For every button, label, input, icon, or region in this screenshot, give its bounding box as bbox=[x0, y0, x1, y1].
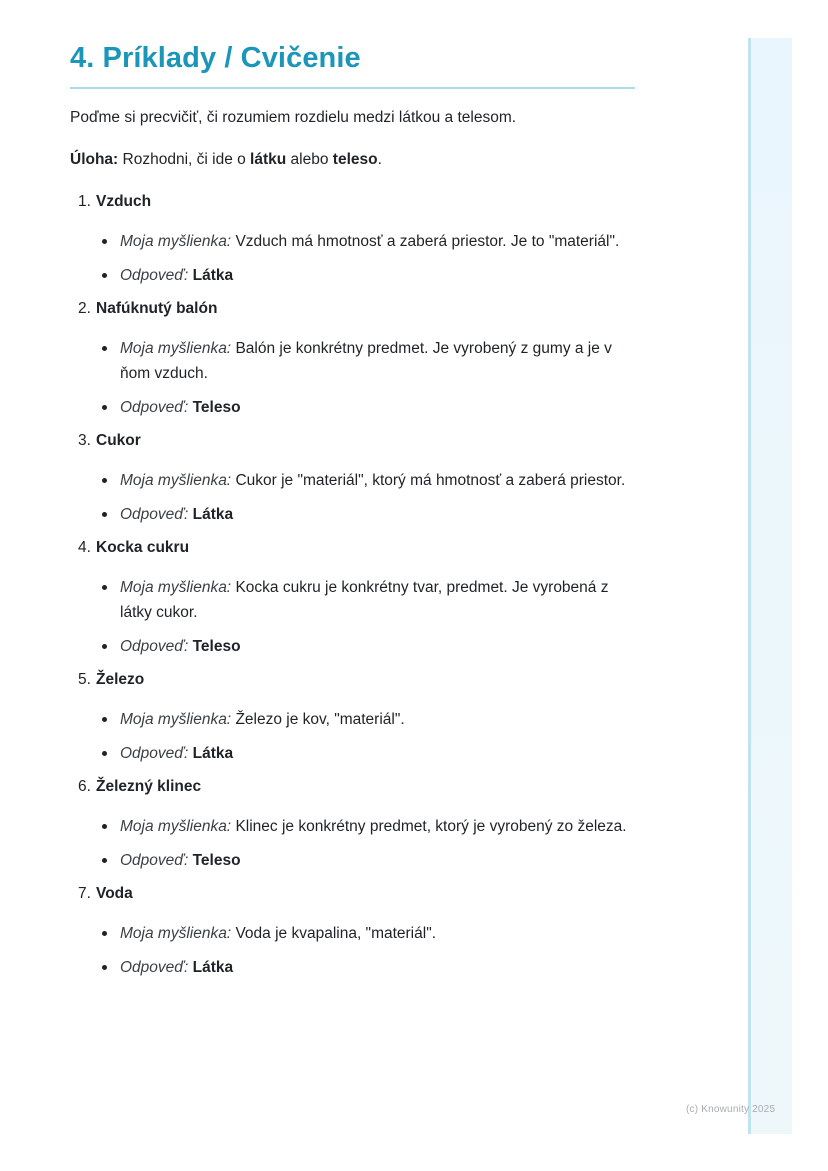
task-text-after: . bbox=[377, 151, 382, 168]
item-name: Nafúknutý balón bbox=[96, 300, 218, 317]
thought-text: Voda je kvapalina, "materiál". bbox=[235, 925, 436, 942]
item-name: Kocka cukru bbox=[96, 539, 190, 556]
item-number: 6. bbox=[78, 778, 91, 795]
thought-label: Moja myšlienka: bbox=[120, 340, 232, 357]
item-number: 4. bbox=[78, 539, 91, 556]
thought-bullet bbox=[100, 468, 635, 493]
thought-text: Balón je konkrétny predmet. Je vyrobený z gumy a je v ňom vzduch. bbox=[120, 340, 612, 382]
item-name: Cukor bbox=[96, 432, 141, 449]
thought-bullet bbox=[100, 336, 635, 386]
task-text-middle: alebo bbox=[286, 151, 333, 168]
intro-text: Poďme si precvičiť, či rozumiem rozdielu medzi látkou a telesom. bbox=[70, 109, 517, 126]
thought-label: Moja myšlienka: bbox=[120, 925, 232, 942]
exercise-list bbox=[70, 191, 635, 980]
item-details bbox=[70, 575, 635, 659]
item-heading bbox=[70, 883, 635, 905]
thought-label: Moja myšlienka: bbox=[120, 233, 232, 250]
list-item bbox=[70, 298, 635, 420]
item-heading bbox=[70, 776, 635, 798]
item-number: 7. bbox=[78, 885, 91, 902]
answer-label: Odpoveď: bbox=[120, 852, 189, 869]
thought-text: Cukor je "materiál", ktorý má hmotnosť a zaberá priestor. bbox=[235, 472, 626, 489]
answer-label: Odpoveď: bbox=[120, 506, 189, 523]
list-item bbox=[70, 669, 635, 766]
item-details bbox=[70, 814, 635, 873]
answer-value: Teleso bbox=[192, 638, 241, 655]
answer-bullet bbox=[100, 263, 635, 288]
item-heading bbox=[70, 537, 635, 559]
answer-label: Odpoveď: bbox=[120, 399, 189, 416]
answer-bullet bbox=[100, 634, 635, 659]
thought-label: Moja myšlienka: bbox=[120, 472, 232, 489]
answer-value: Látka bbox=[192, 267, 234, 284]
item-name: Voda bbox=[96, 885, 133, 902]
item-details bbox=[70, 468, 635, 527]
answer-label: Odpoveď: bbox=[120, 745, 189, 762]
copyright-footer: (c) Knowunity 2025 bbox=[686, 1104, 776, 1115]
thought-text: Vzduch má hmotnosť a zaberá priestor. Je to "materiál". bbox=[235, 233, 620, 250]
answer-value: Teleso bbox=[192, 399, 241, 416]
list-item bbox=[70, 430, 635, 527]
item-heading bbox=[70, 298, 635, 320]
task-term-1: látku bbox=[250, 151, 287, 168]
answer-label: Odpoveď: bbox=[120, 959, 189, 976]
answer-value: Látka bbox=[192, 745, 234, 762]
item-number: 5. bbox=[78, 671, 91, 688]
item-heading bbox=[70, 430, 635, 452]
item-details bbox=[70, 336, 635, 420]
list-item bbox=[70, 776, 635, 873]
thought-bullet bbox=[100, 814, 635, 839]
answer-label: Odpoveď: bbox=[120, 638, 189, 655]
thought-text: Kocka cukru je konkrétny tvar, predmet. Je vyrobená z látky cukor. bbox=[120, 579, 609, 621]
thought-bullet bbox=[100, 229, 635, 254]
content bbox=[70, 38, 635, 990]
thought-label: Moja myšlienka: bbox=[120, 711, 232, 728]
item-details bbox=[70, 707, 635, 766]
item-number: 2. bbox=[78, 300, 91, 317]
answer-bullet bbox=[100, 741, 635, 766]
thought-label: Moja myšlienka: bbox=[120, 818, 232, 835]
answer-bullet bbox=[100, 395, 635, 420]
page-title: 4. Príklady / Cvičenie bbox=[70, 38, 635, 89]
item-name: Železo bbox=[96, 671, 145, 688]
item-details bbox=[70, 921, 635, 980]
list-item bbox=[70, 191, 635, 288]
item-number: 1. bbox=[78, 193, 91, 210]
task-text bbox=[70, 149, 635, 171]
thought-bullet bbox=[100, 921, 635, 946]
thought-bullet bbox=[100, 707, 635, 732]
task-term-2: teleso bbox=[332, 151, 378, 168]
task-text-before: Rozhodni, či ide o bbox=[118, 151, 251, 168]
answer-bullet bbox=[100, 502, 635, 527]
thought-text: Klinec je konkrétny predmet, ktorý je vyrobený zo železa. bbox=[235, 818, 627, 835]
answer-label: Odpoveď: bbox=[120, 267, 189, 284]
answer-bullet bbox=[100, 955, 635, 980]
thought-text: Železo je kov, "materiál". bbox=[235, 711, 405, 728]
answer-bullet bbox=[100, 848, 635, 873]
item-heading bbox=[70, 669, 635, 691]
item-details bbox=[70, 229, 635, 288]
item-heading bbox=[70, 191, 635, 213]
answer-value: Látka bbox=[192, 959, 234, 976]
thought-label: Moja myšlienka: bbox=[120, 579, 232, 596]
item-name: Vzduch bbox=[96, 193, 152, 210]
thought-bullet bbox=[100, 575, 635, 625]
task-label: Úloha: bbox=[70, 151, 119, 168]
item-number: 3. bbox=[78, 432, 91, 449]
answer-value: Teleso bbox=[192, 852, 241, 869]
list-item bbox=[70, 537, 635, 659]
side-decoration bbox=[748, 38, 792, 1134]
answer-value: Látka bbox=[192, 506, 234, 523]
item-name: Železný klinec bbox=[96, 778, 202, 795]
list-item bbox=[70, 883, 635, 980]
